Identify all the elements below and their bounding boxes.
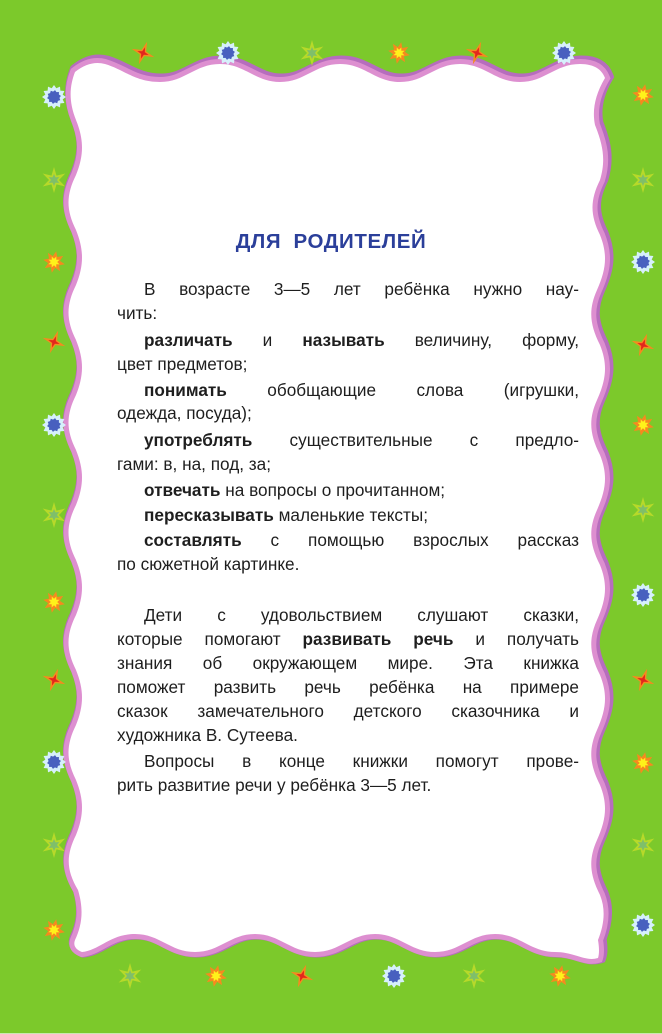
paragraph-2-line-1: Вопросы в конце книжки помогут прове- [144, 751, 579, 771]
skill-text: величину, форму, [384, 330, 580, 350]
skill-verb: различать [144, 330, 233, 350]
paragraph-1-line-3: знания об окружающем мире. Эта книжка [117, 653, 579, 673]
intro-line-2: чить: [117, 303, 158, 323]
skill-item-understand [144, 380, 579, 400]
skill-item-use [144, 430, 579, 450]
skill-verb: употреблять [144, 430, 253, 450]
skill-verb: отвечать [144, 480, 221, 500]
text-segment: которые помогают [117, 629, 303, 649]
skill-item-understand-cont: одежда, посуда); [117, 403, 252, 423]
skill-verb: составлять [144, 530, 242, 550]
skill-item-answer [144, 480, 579, 500]
skill-item-use-cont: гами: в, на, под, за; [117, 454, 271, 474]
intro-line-1: В возрасте 3—5 лет ребёнка нужно нау- [144, 279, 579, 299]
skill-text: маленькие тексты; [273, 505, 428, 525]
paragraph-1-line-1: Дети с удовольствием слушают сказки, [144, 605, 579, 625]
page-title: ДЛЯ РОДИТЕЛЕЙ [235, 230, 427, 253]
skill-text: обобщающие слова (игрушки, [226, 380, 579, 400]
skill-item-distinguish-cont: цвет предметов; [117, 354, 248, 374]
skill-text: существительные с предло- [252, 430, 579, 450]
paragraph-1-line-2 [117, 629, 579, 649]
paragraph-1-line-4: поможет развить речь ребёнка на примере [117, 677, 579, 697]
skill-verb-2: называть [302, 330, 385, 350]
connector-text: и [232, 330, 303, 350]
skill-verb: понимать [144, 380, 227, 400]
skill-text: на вопросы о прочитанном; [220, 480, 446, 500]
paragraph-1-line-6: художника В. Сутеева. [117, 725, 298, 745]
skill-item-compose-cont: по сюжетной картинке. [117, 554, 300, 574]
skill-item-compose [144, 530, 579, 550]
skill-verb: пересказывать [144, 505, 274, 525]
paragraph-1-line-5: сказок замечательного детского сказочника и [117, 701, 579, 721]
paragraph-2-line-2: рить развитие речи у ребёнка 3—5 лет. [117, 775, 432, 795]
emphasis-text: развивать речь [302, 629, 454, 649]
skill-item-retell [144, 505, 579, 525]
skill-text: с помощью взрослых рассказ [241, 530, 579, 550]
skill-item-distinguish [144, 330, 579, 350]
text-segment: и получать [453, 629, 579, 649]
